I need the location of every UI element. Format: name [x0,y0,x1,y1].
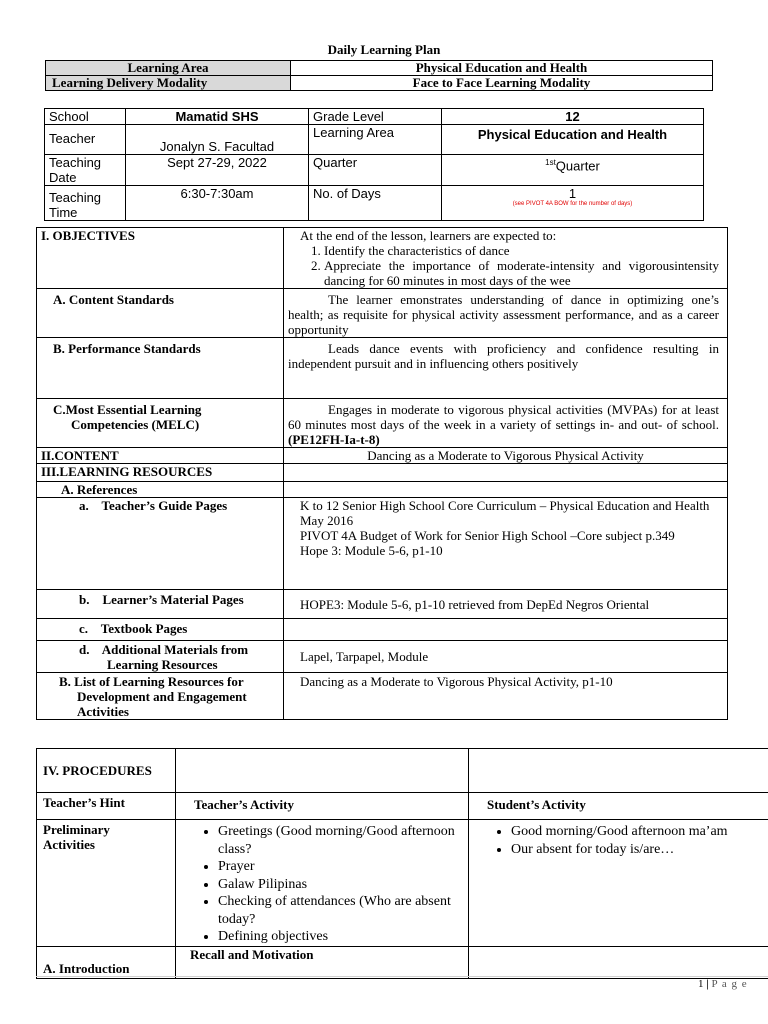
teacher-activity-item: • Checking of attendances (Who are absent today? [218,893,464,928]
lm-value: HOPE3: Module 5-6, p1-10 retrieved from DepEd Negros Oriental [284,590,728,619]
list-label [37,673,284,720]
content-std-label: A. Content Standards [37,289,284,338]
tg-cell [284,498,728,590]
hint-header: Teacher’s Hint [37,793,176,820]
objectives-list [300,243,719,288]
content-label: II.CONTENT [37,448,284,464]
teacher-activity-list [180,823,464,946]
recall-label: Recall and Motivation [176,946,469,978]
area-label: Learning Area [309,125,442,155]
time-label: Teaching Time [45,186,126,221]
tg-label: a. Teacher’s Guide Pages [37,498,284,590]
tg-line: Hope 3: Module 5-6, p1-10 [300,543,443,558]
page-label: P a g e [711,978,748,990]
school-value: Mamatid SHS [126,109,309,125]
teacher-label: Teacher [45,125,126,155]
melc-label-line: C.Most Essential Learning [53,402,202,417]
objective-item: 1. Identify the characteristics of dance [324,243,719,258]
objectives-intro: At the end of the lesson, learners are expected to: [300,228,557,243]
teacher-activity-item: • Galaw Pilipinas [218,876,464,894]
teacher-activity-item: • Greetings (Good morning/Good afternoon class? [218,823,464,858]
days-cell [442,186,704,221]
perf-std-label: B. Performance Standards [37,338,284,399]
page-separator: | [706,978,709,990]
quarter-sup: 1st [545,158,556,167]
date-value: Sept 27-29, 2022 [126,155,309,186]
perf-std-value: Leads dance events with proficiency and confidence resulting in independent pursuit and in influencing others positively [284,338,728,399]
student-activity-cell [469,820,768,947]
tb-value [284,619,728,641]
am-label-line: Learning Resources [107,657,218,672]
resources-value [284,464,728,482]
teacher-activity-item: • Defining objectives [218,928,464,946]
learning-area-value: Physical Education and Health [291,61,713,76]
document-title: Daily Learning Plan [327,42,441,57]
quarter-cell [442,155,704,186]
melc-label-line: Competencies (MELC) [71,417,200,432]
intro-label: A. Introduction [37,946,176,978]
time-value: 6:30-7:30am [126,186,309,221]
prelim-label-line: Preliminary [43,822,110,837]
date-label: Teaching Date [45,155,126,186]
grade-label: Grade Level [309,109,442,125]
procedures-label: IV. PROCEDURES [37,749,176,793]
student-activity-header: Student’s Activity [469,793,768,820]
days-label: No. of Days [309,186,442,221]
teacher-activity-cell [176,820,469,947]
am-label [37,641,284,673]
list-label-line: Activities [77,704,129,719]
prelim-label [37,820,176,947]
teacher-activity-header: Teacher’s Activity [176,793,469,820]
melc-label [37,399,284,448]
days-value: 1 [568,186,577,201]
resources-label: III.LEARNING RESOURCES [37,464,284,482]
melc-value: Engages in moderate to vigorous physical activities (MVPAs) for at least 60 minutes most days of the week in a variety of settings in- and out- of school. [288,402,719,432]
teacher-value: Jonalyn S. Facultad [126,125,309,155]
plan-table [36,227,728,720]
page-footer [698,978,748,990]
quarter-label: Quarter [309,155,442,186]
days-note: (see PIVOT 4A BOW for the number of days) [512,201,633,207]
modality-label: Learning Delivery Modality [46,76,291,91]
procedures-empty [176,749,469,793]
prelim-label-line: Activities [43,837,95,852]
student-activity-item: • Our absent for today is/are… [511,841,768,859]
list-label-line: B. List of Learning Resources for [59,674,244,689]
area-value: Physical Education and Health [442,125,704,155]
tb-label: c. Textbook Pages [37,619,284,641]
header-table [45,60,713,91]
list-label-line: Development and Engagement [77,689,247,704]
info-table [44,108,704,221]
student-activity-list [473,823,768,858]
procedures-empty [469,749,768,793]
melc-cell [284,399,728,448]
tg-line: PIVOT 4A Budget of Work for Senior High School –Core subject p.349 [300,528,675,543]
lm-label: b. Learner’s Material Pages [37,590,284,619]
objectives-label: I. OBJECTIVES [37,228,284,289]
modality-value: Face to Face Learning Modality [291,76,713,91]
content-std-value: The learner emonstrates understanding of dance in optimizing one’s health; as requisite for physical activity assessment performance, and as a career opportunity [284,289,728,338]
quarter-value: Quarter [555,158,600,174]
student-activity-item: • Good morning/Good afternoon ma’am [511,823,768,841]
recall-student-empty [469,946,768,978]
grade-value: 12 [442,109,704,125]
procedures-table [36,748,768,979]
references-value [284,482,728,498]
learning-area-label: Learning Area [46,61,291,76]
page-number: 1 [698,978,704,990]
references-label: A. References [37,482,284,498]
objective-item: 2. Appreciate the importance of moderate-intensity and vigorousintensity dancing for 60 minutes in most days of the wee [324,258,719,288]
melc-code: (PE12FH-Ia-t-8) [288,432,380,447]
school-label: School [45,109,126,125]
am-label-line: d. Additional Materials from [79,642,249,657]
footer-divider [36,976,768,977]
list-value: Dancing as a Moderate to Vigorous Physical Activity, p1-10 [284,673,728,720]
objectives-cell [284,228,728,289]
content-value: Dancing as a Moderate to Vigorous Physical Activity [284,448,728,464]
teacher-activity-item: • Prayer [218,858,464,876]
am-value: Lapel, Tarpapel, Module [284,641,728,673]
tg-line: K to 12 Senior High School Core Curriculum – Physical Education and Health May 2016 [300,498,710,528]
